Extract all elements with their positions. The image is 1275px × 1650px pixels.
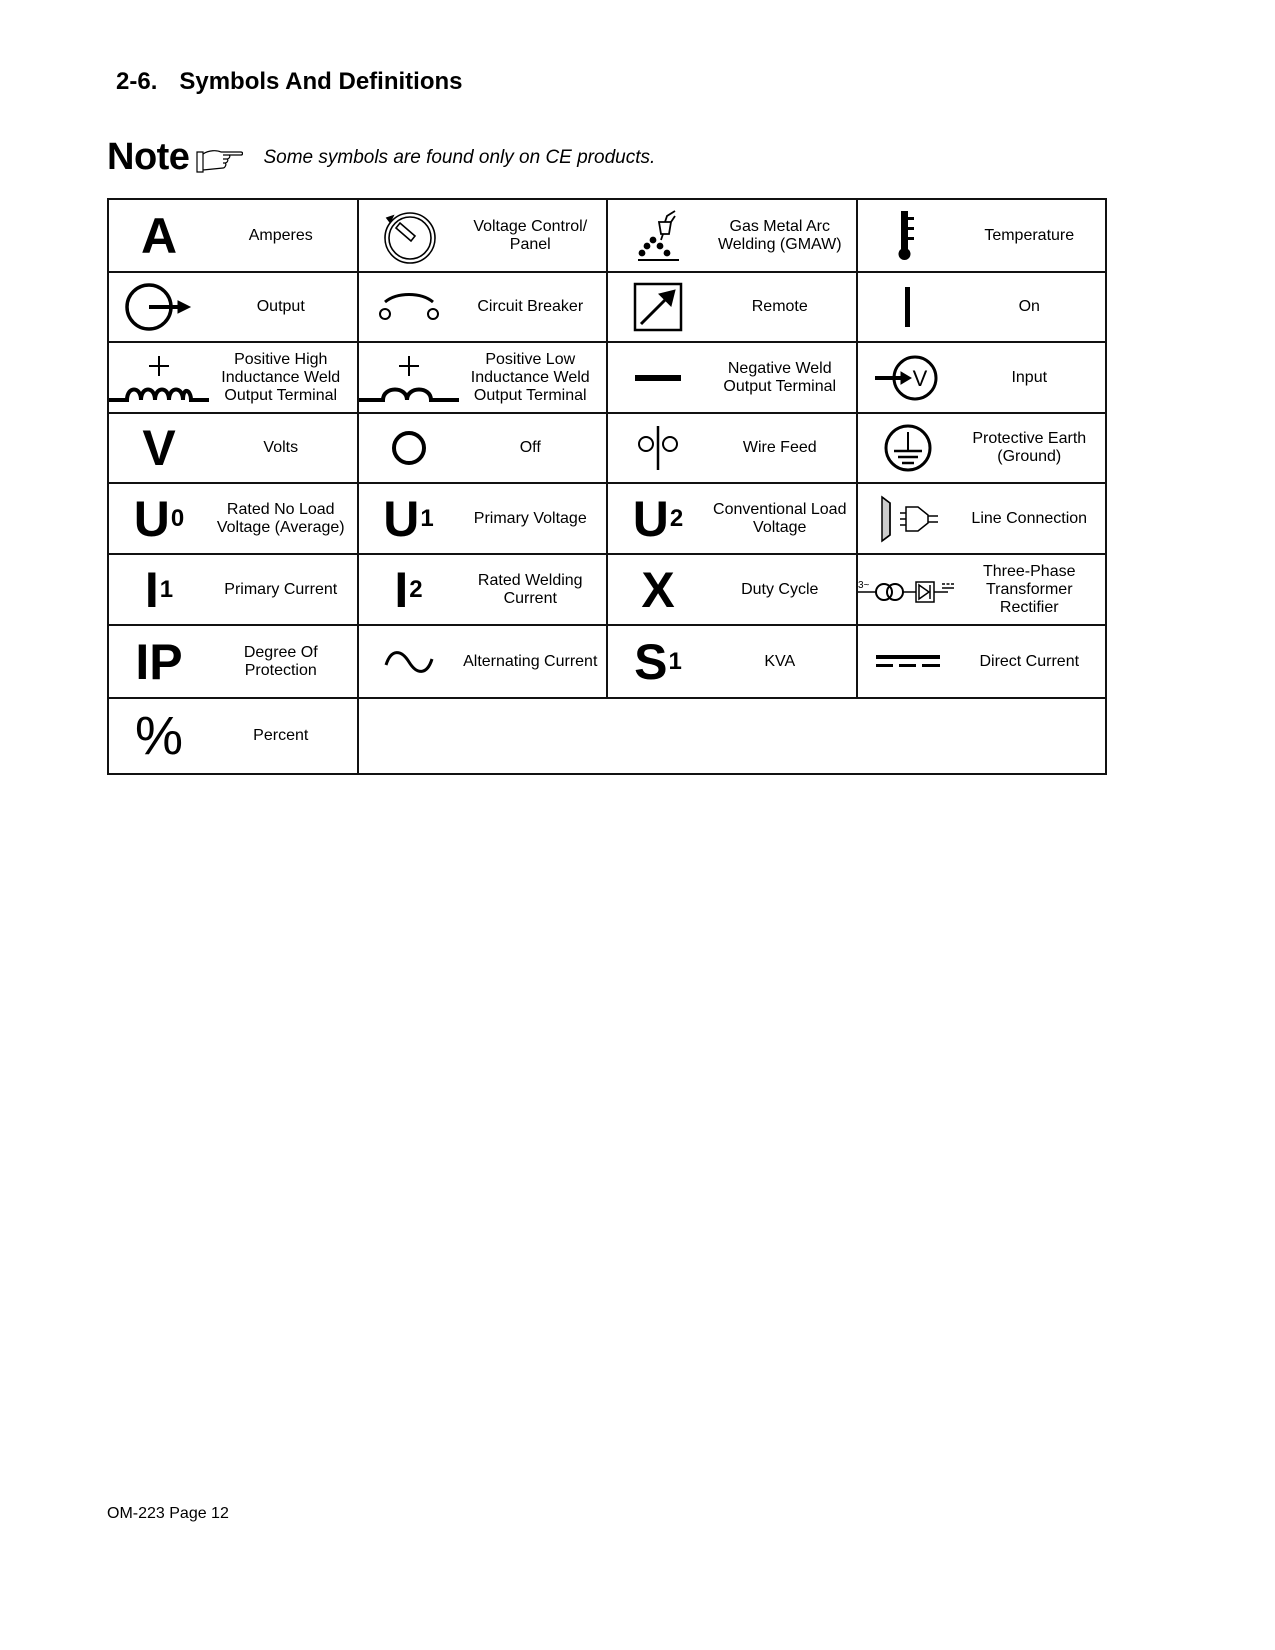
symbol-negative-terminal [608,343,856,412]
symbol-rated-welding-current [359,555,607,624]
u-symbol: U [133,490,170,547]
wire-feed-icon [633,424,683,472]
amperes-symbol: A [140,207,178,264]
symbol-percent [109,699,357,773]
x-symbol: X [641,561,675,618]
u-symbol: U [632,490,669,547]
dc-icon [875,652,941,672]
symbol-label: On [1018,298,1040,315]
thermometer-icon [893,209,923,263]
voltage-control-icon [379,206,439,266]
symbol-line-connection [858,484,1106,553]
ip-symbol: IP [135,633,183,690]
remote-icon [633,282,683,332]
volts-symbol: V [142,420,176,476]
symbol-three-phase-rectifier [858,555,1106,624]
symbol-label: Positive Low Inductance Weld Output Terminal [470,350,590,404]
symbol-label: Line Connection [971,509,1088,527]
symbol-label: Percent [253,727,309,744]
subscript: 2 [409,575,423,603]
symbol-off [359,414,607,482]
line-connection-icon [868,495,948,543]
empty-cell [358,698,1107,774]
section-number: 2-6. [116,68,158,95]
subscript: 2 [669,504,684,532]
symbol-output [109,273,357,341]
symbol-label: Temperature [984,226,1075,244]
symbol-label: Positive High Inductance Weld Output Terminal [221,350,341,404]
symbol-voltage-control [359,200,607,271]
subscript: 1 [420,504,434,532]
symbol-primary-current [109,555,357,624]
i-symbol: I [394,561,409,618]
symbol-temperature [858,200,1106,271]
symbol-label: Duty Cycle [741,580,819,598]
u-symbol: U [383,490,420,547]
symbol-label: Negative Weld Output Terminal [723,359,837,395]
positive-low-inductance-icon [359,348,459,408]
input-icon [873,353,943,403]
symbol-kva [608,626,856,697]
symbol-conventional-load-voltage [608,484,856,553]
symbol-volts [109,414,357,482]
symbol-label: Primary Voltage [473,509,587,527]
symbol-label: Primary Current [224,580,338,598]
symbols-table [107,198,1107,775]
note [107,136,655,179]
subscript: 1 [668,647,682,675]
symbol-circuit-breaker [359,273,607,341]
symbol-remote [608,273,856,341]
symbol-label: Conventional Load Voltage [713,500,847,536]
symbol-positive-high-inductance [109,343,357,412]
symbol-label: Rated No Load Voltage (Average) [216,500,345,536]
symbol-label: Rated Welding Current [477,571,583,607]
symbol-label: Remote [751,298,808,315]
symbol-label: Input [1011,368,1048,386]
symbol-degree-of-protection [109,626,357,697]
three-phase-glyph: 3~ [857,579,869,591]
page-footer: OM-223 Page 12 [107,1505,229,1522]
symbol-amperes [109,200,357,271]
symbol-label: Volts [263,439,299,456]
percent-symbol: % [134,706,183,766]
symbol-label: KVA [764,652,796,670]
s-symbol: S [634,633,668,690]
section-title: Symbols And Definitions [179,68,463,95]
symbol-direct-current [858,626,1106,697]
negative-terminal-icon [633,373,683,383]
symbol-input [858,343,1106,412]
pointing-hand-icon [195,146,243,174]
symbol-positive-low-inductance [359,343,607,412]
symbol-gmaw [608,200,856,271]
symbol-label: Amperes [248,226,313,244]
symbol-label: Gas Metal Arc Welding (GMAW) [717,217,842,253]
symbol-duty-cycle [608,555,856,624]
off-icon [389,428,429,468]
i-symbol: I [144,561,159,618]
symbol-label: Protective Earth (Ground) [972,430,1087,465]
symbol-label: Voltage Control/ Panel [473,217,588,253]
symbol-wire-feed [608,414,856,482]
symbol-label: Circuit Breaker [477,298,584,315]
note-label: Note [107,136,190,178]
on-icon [903,287,913,327]
protective-earth-icon [882,422,934,474]
symbol-label: Degree Of Protection [243,643,318,679]
ac-icon [383,647,435,677]
symbol-label: Three-Phase Transformer Rectifier [983,562,1076,616]
gmaw-icon [633,208,683,264]
section-heading [116,68,462,96]
symbol-alternating-current [359,626,607,697]
symbol-label: Output [256,298,305,315]
positive-high-inductance-icon [109,348,209,408]
symbol-label: Alternating Current [463,652,598,670]
subscript: 1 [159,575,174,603]
symbol-label: Off [519,439,541,456]
subscript: 0 [170,504,185,532]
circuit-breaker-icon [377,290,441,324]
symbol-primary-voltage [359,484,607,553]
symbol-rated-no-load-voltage [109,484,357,553]
symbol-label: Direct Current [979,652,1080,670]
input-icon-glyph: V [912,365,927,391]
symbol-on [858,273,1106,341]
symbol-label: Wire Feed [742,439,817,456]
note-text: Some symbols are found only on CE products. [263,146,656,168]
symbol-protective-earth [858,414,1106,482]
output-icon [124,281,194,333]
three-phase-rectifier-icon [858,570,958,610]
